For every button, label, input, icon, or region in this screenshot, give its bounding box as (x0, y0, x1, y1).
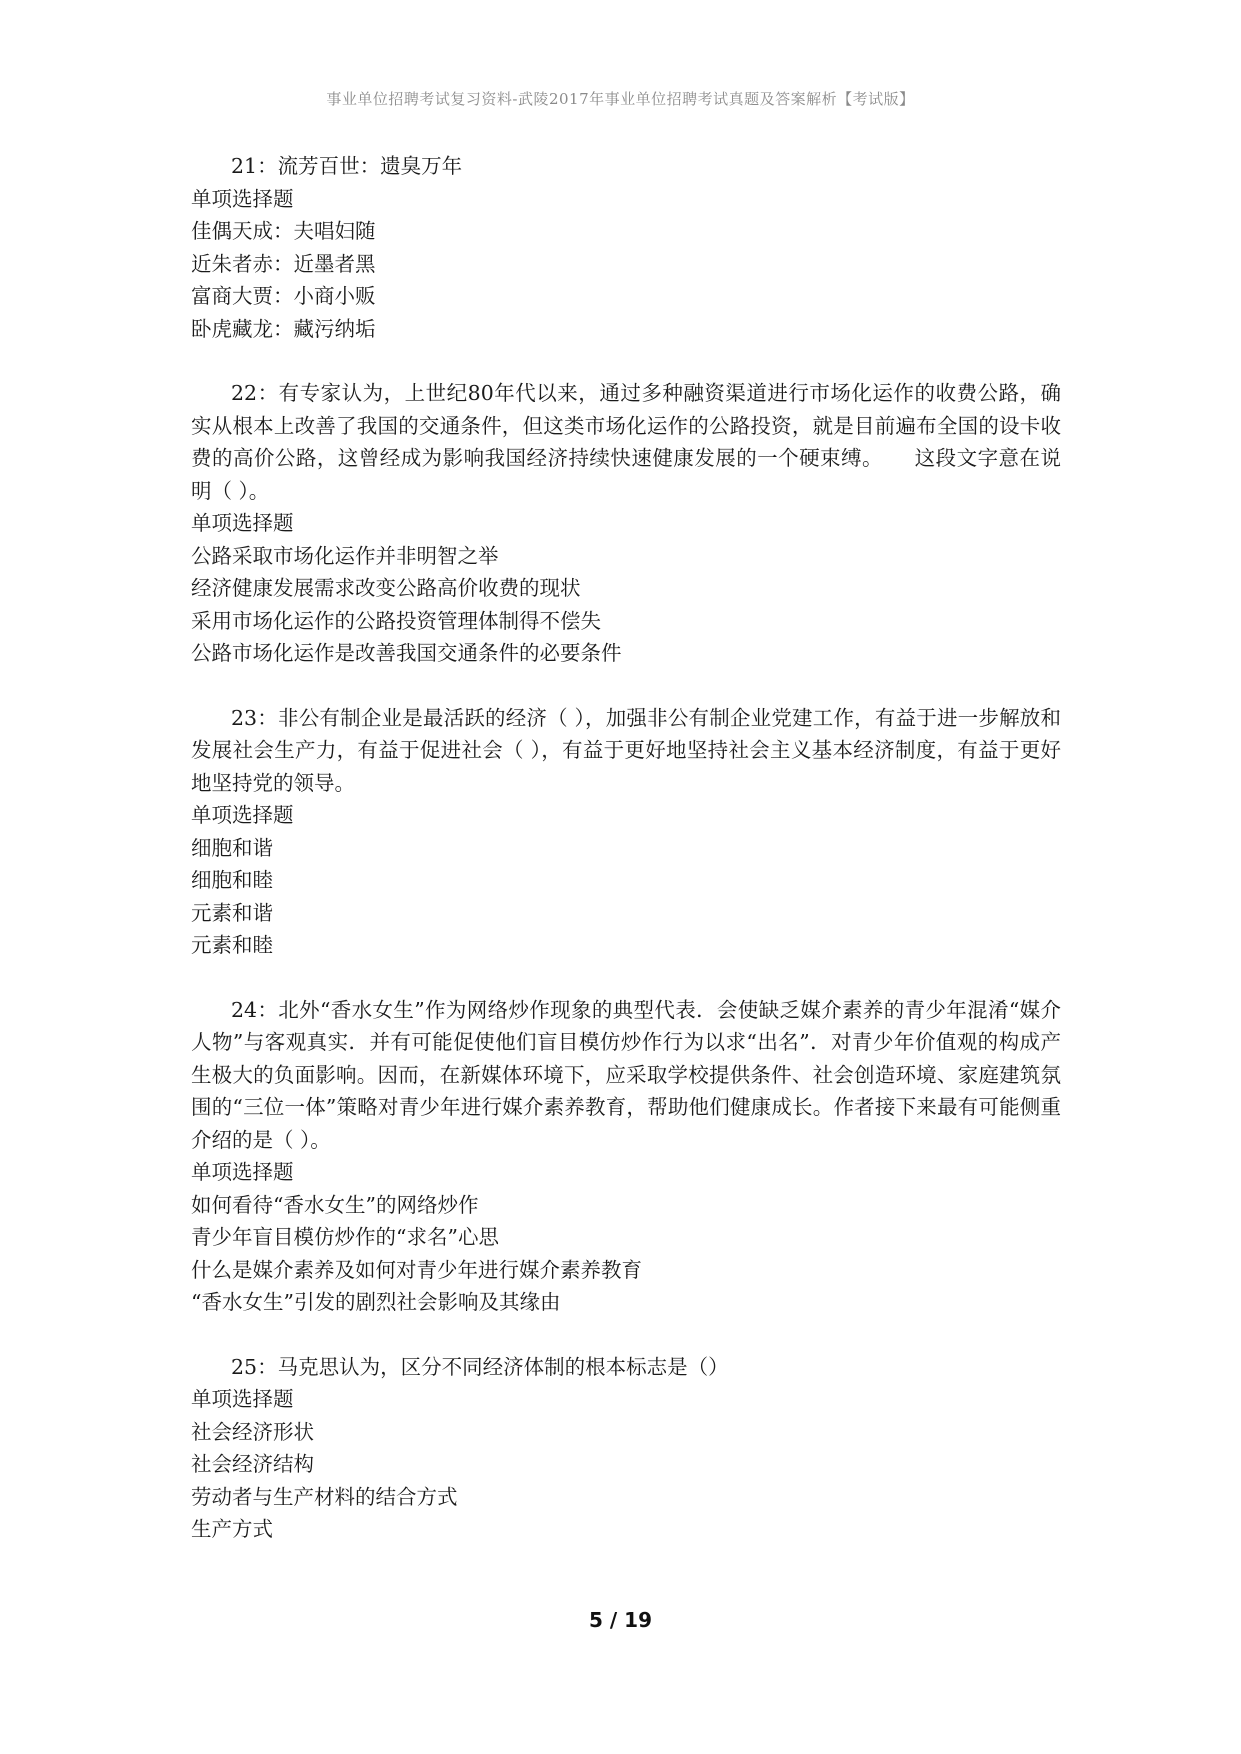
question-stem: 24：北外“香水女生”作为网络炒作现象的典型代表．会使缺乏媒介素养的青少年混淆“媒介人物”与客观真实．并有可能促使他们盲目模仿炒作行为以求“出名”．对青少年价值观的构成产生极大的负面影响。因而，在新媒体环境下，应采取学校提供条件、社会创造环境、家庭建筑氛围的“三位一体”策略对青少年进行媒介素养教育，帮助他们健康成长。作者接下来最有可能侧重介绍的是（ ）。 (191, 997, 1061, 1152)
option: 采用市场化运作的公路投资管理体制得不偿失 (191, 608, 601, 633)
question-type: 单项选择题 (191, 803, 294, 827)
option: 什么是媒介素养及如何对青少年进行媒介素养教育 (191, 1257, 642, 1282)
option: 近朱者赤：近墨者黑 (191, 251, 376, 276)
option: 公路采取市场化运作并非明智之举 (191, 543, 499, 568)
option: 经济健康发展需求改变公路高价收费的现状 (191, 576, 581, 600)
option: 佳偶天成：夫唱妇随 (191, 219, 376, 243)
running-header: 事业单位招聘考试复习资料-武陵2017年事业单位招聘考试真题及答案解析【考试版】 (326, 90, 915, 108)
page-number: 5 / 19 (589, 1608, 652, 1632)
option: 公路市场化运作是改善我国交通条件的必要条件 (191, 641, 622, 665)
question-stem: 23：非公有制企业是最活跃的经济（ ），加强非公有制企业党建工作，有益于进一步解放和发展社会生产力，有益于促进社会（ ），有益于更好地坚持社会主义基本经济制度，有益于更好地坚持党的领导。 (191, 705, 1061, 795)
page-content (191, 150, 1061, 1578)
question-23 (191, 702, 1061, 962)
option: 生产方式 (191, 1517, 273, 1541)
option: 元素和睦 (191, 933, 273, 957)
question-25 (191, 1351, 1061, 1546)
question-stem: 25：马克思认为，区分不同经济体制的根本标志是（） (231, 1354, 729, 1379)
question-type: 单项选择题 (191, 186, 294, 211)
option: “香水女生”引发的剧烈社会影响及其缘由 (191, 1290, 561, 1314)
option: 富商大贾：小商小贩 (191, 284, 376, 308)
option: 细胞和谐 (191, 835, 273, 860)
question-stem: 21：流芳百世：遗臭万年 (231, 154, 463, 178)
question-type: 单项选择题 (191, 1160, 294, 1184)
question-21 (191, 150, 1061, 345)
question-type: 单项选择题 (191, 1387, 294, 1411)
question-stem: 22：有专家认为，上世纪80年代以来，通过多种融资渠道进行市场化运作的收费公路，确实从根本上改善了我国的交通条件，但这类市场化运作的公路投资，就是目前遍布全国的设卡收费的高价公路，这曾经成为影响我国经济持续快速健康发展的一个硬束缚。 这段文字意在说明（ ）。 (191, 381, 1061, 503)
option: 社会经济形状 (191, 1419, 314, 1444)
question-type: 单项选择题 (191, 511, 294, 535)
option: 细胞和睦 (191, 868, 273, 892)
option: 劳动者与生产材料的结合方式 (191, 1484, 458, 1509)
option: 元素和谐 (191, 900, 273, 925)
question-24 (191, 994, 1061, 1319)
option: 青少年盲目模仿炒作的“求名”心思 (191, 1225, 499, 1249)
option: 如何看待“香水女生”的网络炒作 (191, 1192, 479, 1217)
option: 社会经济结构 (191, 1452, 314, 1476)
option: 卧虎藏龙：藏污纳垢 (191, 316, 376, 341)
question-22 (191, 377, 1061, 670)
